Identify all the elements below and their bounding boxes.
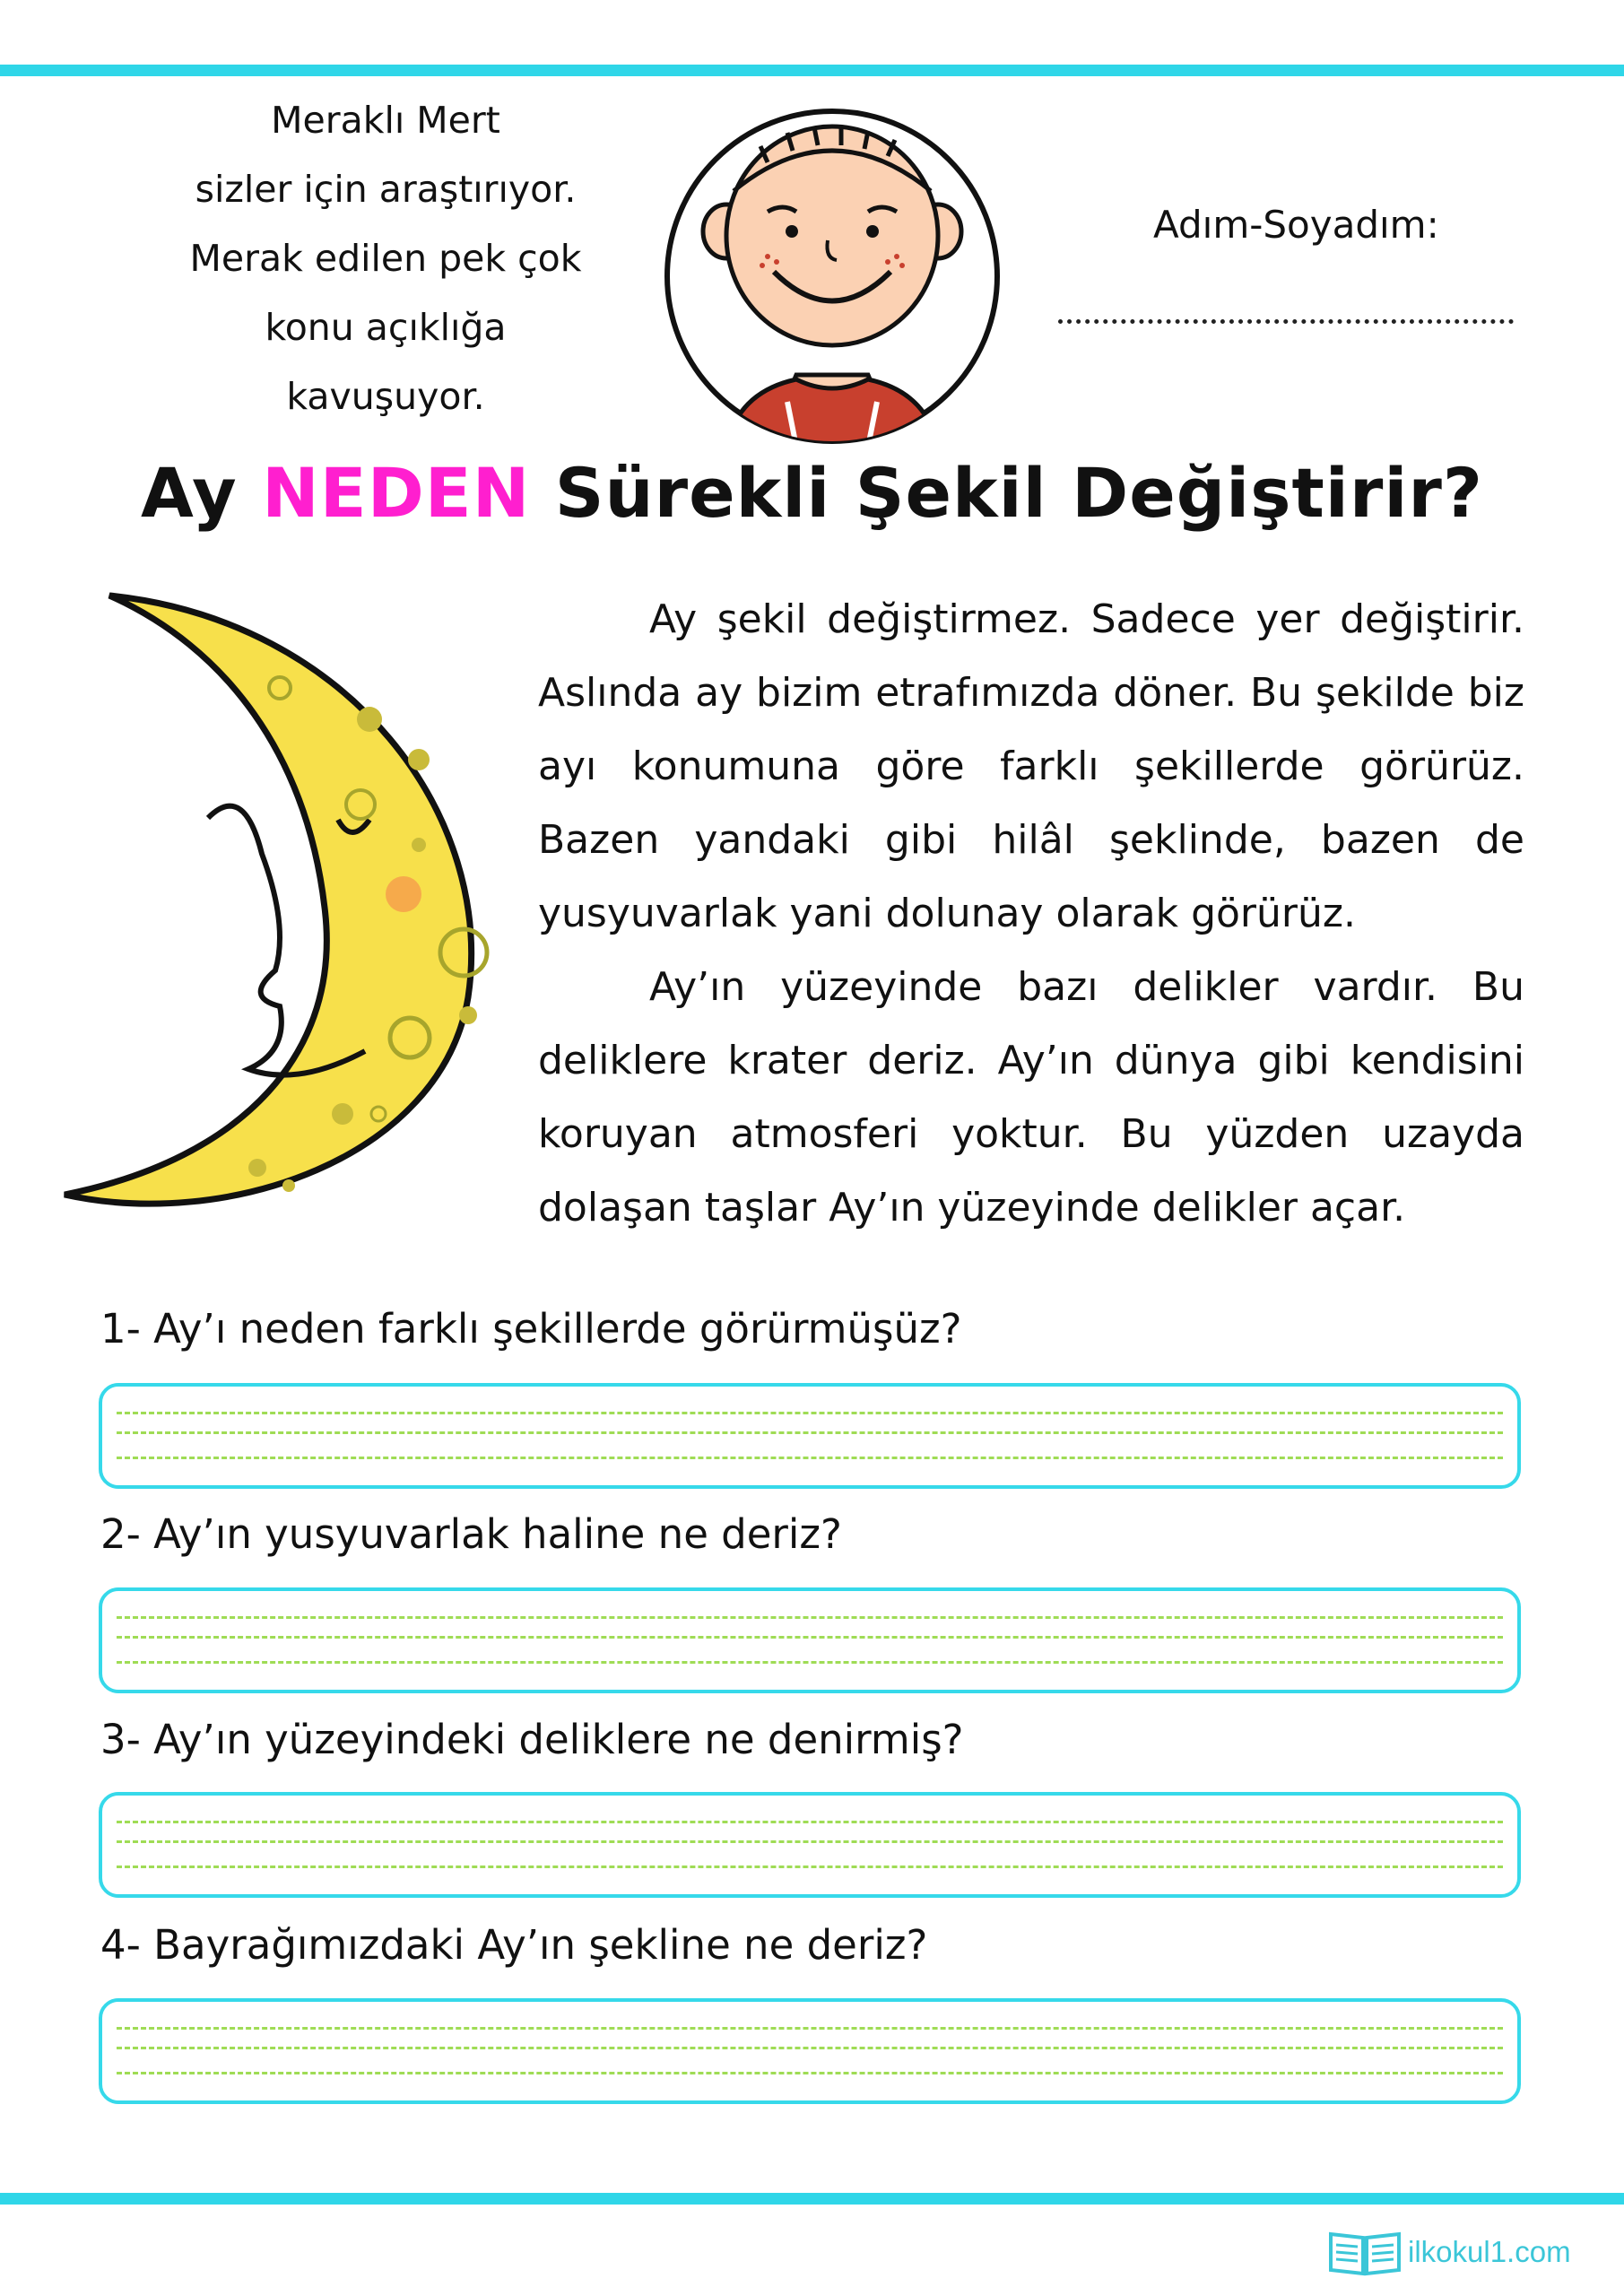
brand-text: ilkokul1.com [1408,2235,1571,2268]
question-4: 4- Bayrağımızdaki Ay’ın şekline ne deriz? [100,1921,928,1969]
intro-line: kavuşuyor. [286,375,485,418]
title-part-1: Ay [141,453,238,533]
article-paragraph: Ay’ın yüzeyinde bazı delikler vardır. Bu deliklere krater deriz. Ay’ın dünya gibi kendisini koruyan atmosferi yoktur. Bu yüzden uzayda dolaşan taşlar Ay’ın yüzeyinde delikler açar. [538,964,1524,1231]
page-title [0,453,1624,533]
name-input-line[interactable] [1058,319,1514,324]
crescent-moon-icon [56,585,495,1213]
crescent-moon-illustration [56,585,495,1213]
open-book-icon [1327,2227,1403,2277]
intro-line: Meraklı Mert [271,99,500,142]
answer-box-3[interactable] [99,1792,1521,1898]
brand-logo [1327,2221,1571,2283]
mert-avatar [662,106,1003,447]
intro-line: konu açıklığa [265,306,507,349]
question-3: 3- Ay’ın yüzeyindeki deliklere ne denirmiş? [100,1716,964,1763]
question-1: 1- Ay’ı neden farklı şekillerde görürmüşüz? [100,1305,962,1352]
article-paragraph: Ay şekil değiştirmez. Sadece yer değiştirir. Aslında ay bizim etrafımızda döner. Bu şekilde biz ayı konumuna göre farklı şekillerde görürüz. Bazen yandaki gibi hilâl şeklinde, bazen de yusyuvarlak yani dolunay olarak görürüz. [538,596,1524,936]
boy-face-icon [662,106,1003,447]
top-border [0,65,1624,76]
intro-text [170,86,601,431]
answer-box-1[interactable] [99,1383,1521,1489]
question-2: 2- Ay’ın yusyuvarlak haline ne deriz? [100,1510,842,1558]
answer-box-2[interactable] [99,1587,1521,1693]
intro-line: sizler için araştırıyor. [195,168,577,211]
intro-line: Merak edilen pek çok [189,237,582,280]
title-part-2: Sürekli Şekil Değiştirir? [554,453,1483,533]
title-highlight: NEDEN [262,453,531,533]
name-label: Adım-Soyadım: [1153,203,1439,247]
bottom-border [0,2193,1624,2205]
article-text [538,583,1524,1245]
answer-box-4[interactable] [99,1998,1521,2104]
